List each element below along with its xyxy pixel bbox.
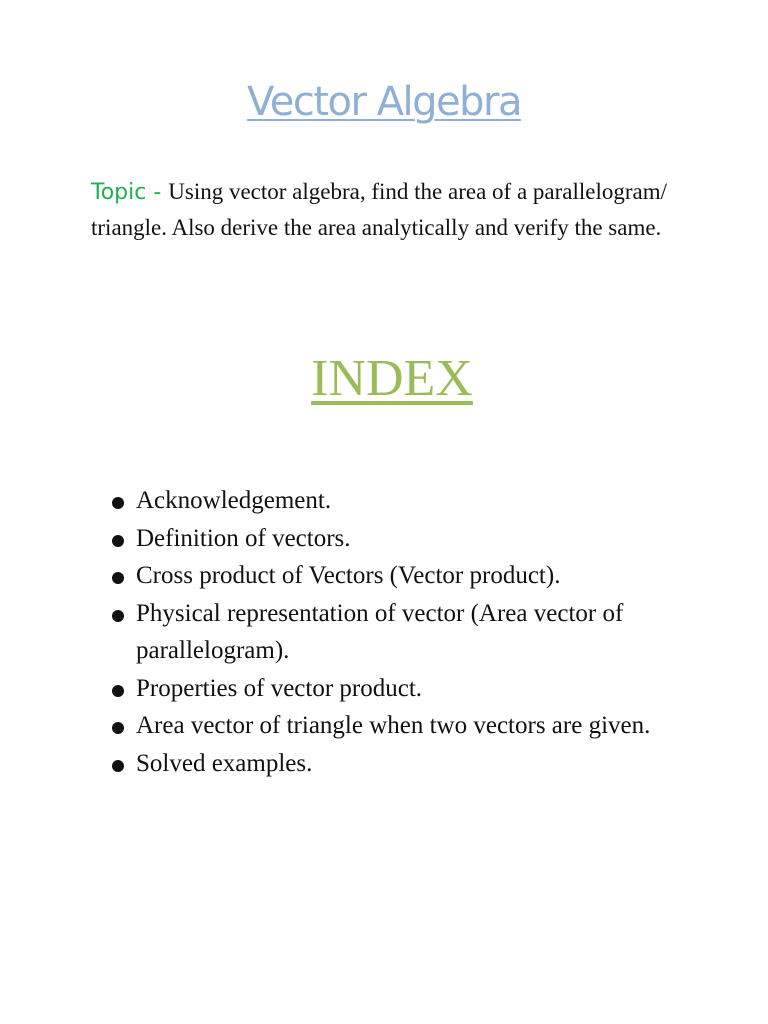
document-title: Vector Algebra (247, 79, 521, 125)
list-item-text: Definition of vectors. (136, 524, 351, 552)
topic-label: Topic - (91, 180, 169, 205)
list-item (112, 557, 712, 595)
list-item-text: Acknowledgement. (136, 487, 332, 514)
topic-paragraph (91, 174, 691, 245)
list-item (112, 707, 712, 745)
bullet-icon (112, 497, 124, 509)
index-heading: INDEX (311, 350, 473, 407)
bullet-icon (112, 722, 124, 734)
list-item (112, 745, 712, 783)
bullet-icon (112, 572, 124, 584)
list-item (112, 670, 712, 708)
list-item (112, 595, 712, 670)
list-item-text: Cross product of Vectors (Vector product). (136, 562, 561, 589)
index-list (112, 482, 712, 782)
bullet-icon (112, 610, 124, 622)
bullet-icon (112, 535, 124, 547)
list-item (112, 520, 712, 558)
list-item-text: Physical representation of vector (Area vector of parallelogram). (136, 599, 624, 664)
topic-text: Using vector algebra, find the area of a parallelogram/ triangle. Also derive the area analytically and verify the same. (91, 179, 668, 240)
list-item-text: Area vector of triangle when two vectors are given. (136, 712, 651, 739)
bullet-icon (112, 760, 124, 772)
list-item-text: Solved examples. (136, 749, 313, 777)
list-item-text: Properties of vector product. (136, 674, 423, 702)
bullet-icon (112, 685, 124, 697)
list-item (112, 482, 712, 520)
